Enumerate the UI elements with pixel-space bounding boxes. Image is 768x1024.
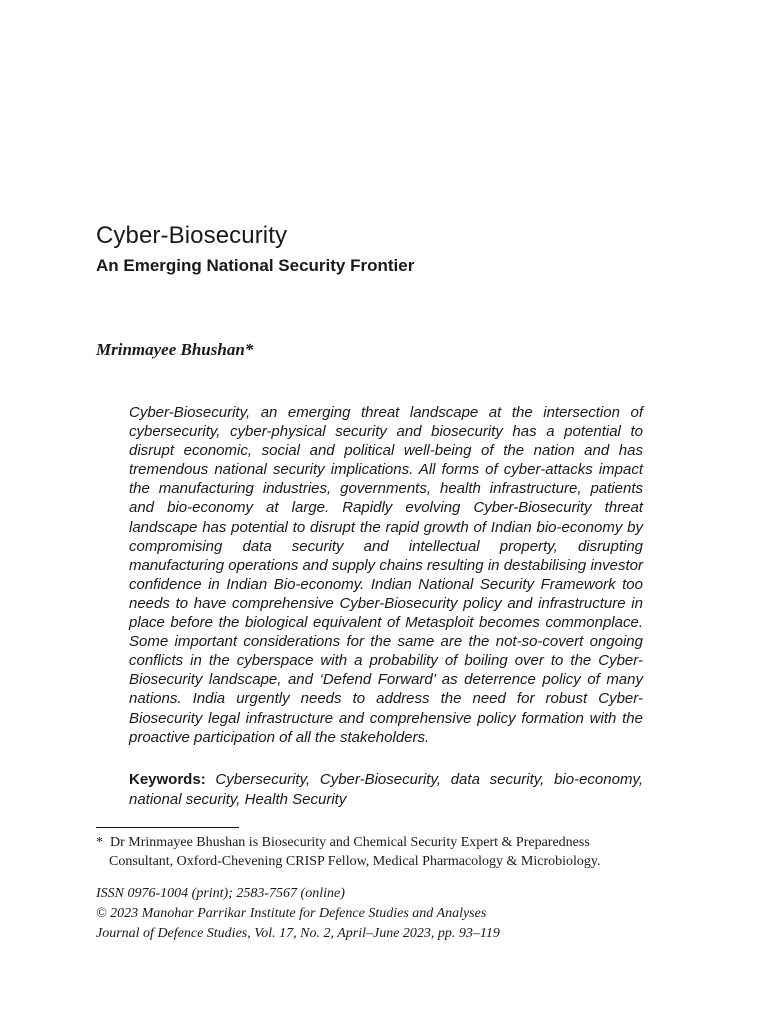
footnote-divider — [96, 827, 239, 828]
footnote-line-1: Dr Mrinmayee Bhushan is Biosecurity and Chemical Security Expert & Preparedness — [110, 835, 590, 850]
publication-info — [96, 884, 676, 944]
keywords-label: Keywords: — [129, 771, 206, 788]
keywords-block — [129, 770, 643, 810]
author-footnote — [96, 833, 674, 871]
keywords-text: Cybersecurity, Cyber-Biosecurity, data security, bio-economy, national security, Health Security — [129, 771, 643, 808]
journal-citation: Journal of Defence Studies, Vol. 17, No. 2, April–June 2023, pp. 93–119 — [96, 926, 500, 941]
author-name: Mrinmayee Bhushan* — [96, 340, 254, 359]
copyright-line: © 2023 Manohar Parrikar Institute for Defence Studies and Analyses — [96, 906, 487, 921]
article-title: Cyber-Biosecurity — [96, 222, 288, 249]
article-subtitle: An Emerging National Security Frontier — [96, 256, 415, 275]
footnote-line-2: Consultant, Oxford-Chevening CRISP Fellow, Medical Pharmacology & Microbiology. — [109, 854, 601, 869]
abstract-text: Cyber-Biosecurity, an emerging threat landscape at the intersection of cybersecurity, cyber-physical security and biosecurity has a potential to disrupt economic, social and political well-being of the nation and has tremendous national security implications. All forms of cyber-attacks impact the manufacturing industries, governments, health infrastructure, patients and bio-economy at large. Rapidly evolving Cyber-Biosecurity threat landscape has potential to disrupt the rapid growth of Indian bio-economy by compromising data security and intellectual property, disrupting manufacturing operations and supply chains resulting in destabilising investor confidence in Indian Bio-economy. Indian National Security Framework too needs to have comprehensive Cyber-Biosecurity policy and infrastructure in place before the biological equivalent of Metasploit becomes commonplace. Some important considerations for the same are the not-so-covert ongoing conflicts in the cyberspace with a probability of boiling over to the Cyber-Biosecurity landscape, and ‘Defend Forward’ as deterrence policy of many nations. India urgently needs to address the need for robust Cyber-Biosecurity legal infrastructure and comprehensive policy formation with the proactive participation of all the stakeholders. — [129, 404, 643, 746]
issn-line: ISSN 0976-1004 (print); 2583-7567 (online) — [96, 886, 345, 901]
footnote-marker: * — [96, 835, 103, 850]
